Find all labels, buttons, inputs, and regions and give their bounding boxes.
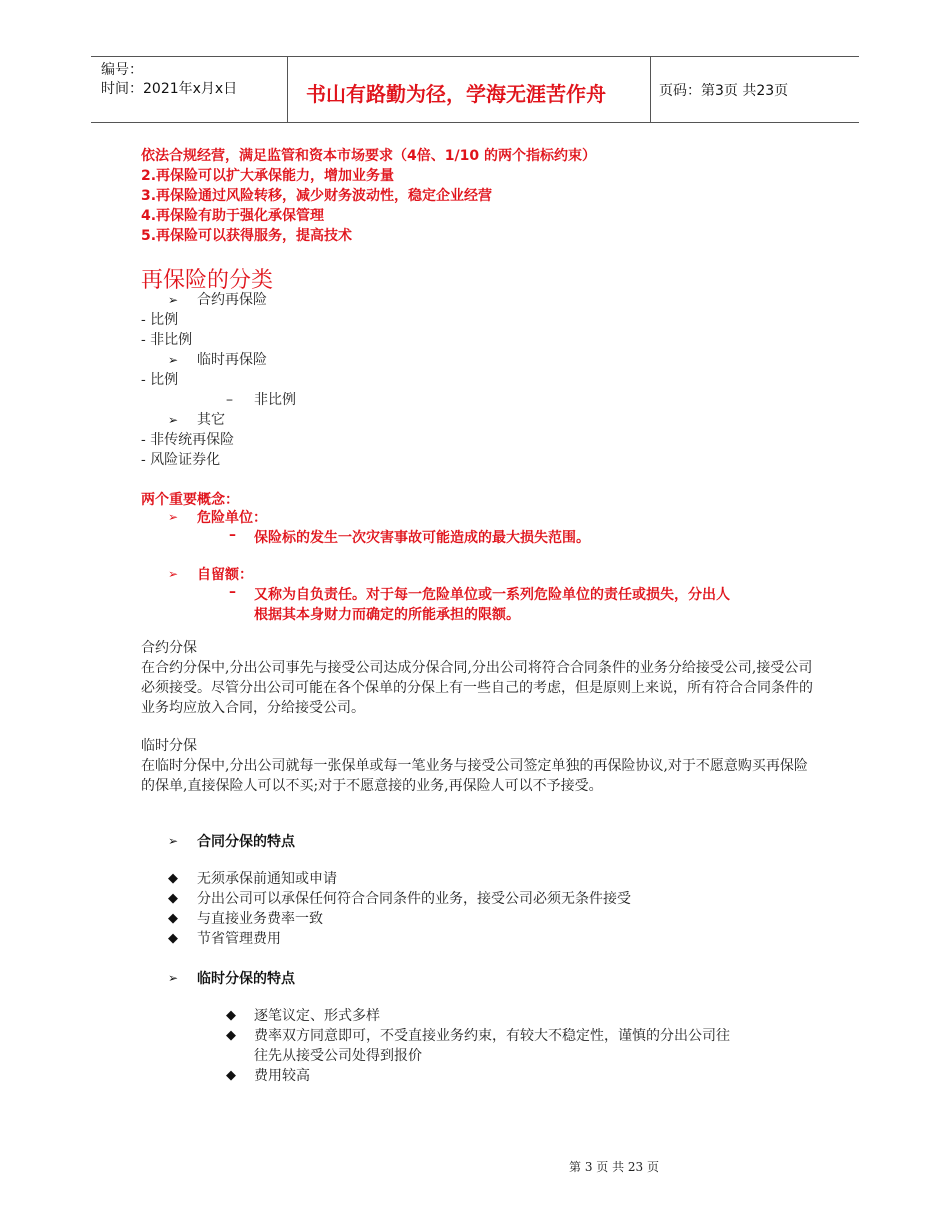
facultative-sub-proportional: - 比例 (141, 372, 179, 388)
other-sub-nontraditional: - 非传统再保险 (141, 432, 235, 448)
document-number-label: 编号： (101, 62, 143, 78)
diamond-bullet-icon: ◆ (226, 1068, 236, 1083)
arrow-icon: ➢ (168, 353, 179, 367)
intro-point-5: 5.再保险可以获得服务，提高技术 (141, 228, 353, 244)
header-bottom-border (91, 122, 859, 123)
treaty-feature-item: 与直接业务费率一致 (197, 911, 323, 927)
intro-point-1: 依法合规经营，满足监管和资本市场要求（4倍、1/10 的两个指标约束） (141, 148, 596, 164)
treaty-sub-nonproportional: - 非比例 (141, 332, 193, 348)
facultative-feature-item: 逐笔议定、形式多样 (254, 1008, 380, 1024)
header-page-label: 页码：第3页 共23页 (659, 83, 789, 99)
treaty-section-body: 在合约分保中,分出公司事先与接受公司达成分保合同,分出公司将符合合同条件的业务分给接受公司,接受公司必须接受。尽管分出公司可能在各个保单的分保上有一些自己的考虑，但是原则上来说，所有符合合同条件的业务均应放入合同，分给接受公司。 (141, 660, 813, 716)
retention-description-line1: 又称为自负责任。对于每一危险单位或一系列危险单位的责任或损失，分出人 (254, 587, 730, 603)
arrow-icon: ➢ (168, 293, 179, 307)
concepts-heading: 两个重要概念： (141, 492, 239, 508)
facultative-feature-item: 费用较高 (254, 1068, 310, 1084)
page-footer: 第 3 页 共 23 页 (569, 1160, 659, 1174)
intro-point-3: 3.再保险通过风险转移，减少财务波动性，稳定企业经营 (141, 188, 493, 204)
treaty-feature-item: 节省管理费用 (197, 931, 281, 947)
facultative-sub-nonproportional: 非比例 (254, 392, 296, 408)
arrow-icon: ➢ (168, 567, 179, 581)
treaty-feature-item: 无须承保前通知或申请 (197, 871, 337, 887)
arrow-icon: ➢ (168, 413, 179, 427)
diamond-bullet-icon: ◆ (226, 1028, 236, 1043)
facultative-feature-item-continued: 往先从接受公司处得到报价 (254, 1048, 422, 1064)
arrow-icon: ➢ (168, 510, 179, 524)
facultative-reinsurance-label: 临时再保险 (197, 352, 267, 368)
retention-description-line2: 根据其本身财力而确定的所能承担的限额。 (254, 607, 520, 623)
dash-marker: – (229, 584, 236, 600)
retention-label: 自留额： (197, 567, 253, 583)
diamond-bullet-icon: ◆ (168, 891, 178, 906)
arrow-icon: ➢ (168, 834, 179, 848)
treaty-feature-item: 分出公司可以承保任何符合合同条件的业务，接受公司必须无条件接受 (197, 891, 631, 907)
dash-marker: – (229, 527, 236, 543)
intro-point-2: 2.再保险可以扩大承保能力，增加业务量 (141, 168, 395, 184)
header-divider-right (650, 56, 651, 122)
diamond-bullet-icon: ◆ (226, 1008, 236, 1023)
facultative-features-heading: 临时分保的特点 (197, 971, 295, 987)
arrow-icon: ➢ (168, 971, 179, 985)
treaty-reinsurance-label: 合约再保险 (197, 292, 267, 308)
header-divider-left (287, 56, 288, 122)
treaty-section-heading: 合约分保 (141, 640, 197, 656)
dash-marker: – (226, 392, 233, 408)
other-sub-securitization: - 风险证券化 (141, 452, 221, 468)
facultative-section-heading: 临时分保 (141, 738, 197, 754)
facultative-feature-item: 费率双方同意即可，不受直接业务约束，有较大不稳定性，谨慎的分出公司往 (254, 1028, 730, 1044)
header-top-border (91, 56, 859, 57)
header-motto: 书山有路勤为径，学海无涯苦作舟 (306, 82, 606, 106)
intro-point-4: 4.再保险有助于强化承保管理 (141, 208, 325, 224)
classification-title: 再保险的分类 (141, 268, 274, 293)
other-label: 其它 (197, 412, 225, 428)
document-time-label: 时间：2021年x月x日 (101, 81, 238, 97)
risk-unit-label: 危险单位： (197, 510, 267, 526)
diamond-bullet-icon: ◆ (168, 931, 178, 946)
risk-unit-description: 保险标的发生一次灾害事故可能造成的最大损失范围。 (254, 530, 590, 546)
diamond-bullet-icon: ◆ (168, 871, 178, 886)
treaty-sub-proportional: - 比例 (141, 312, 179, 328)
diamond-bullet-icon: ◆ (168, 911, 178, 926)
treaty-features-heading: 合同分保的特点 (197, 834, 295, 850)
facultative-section-body: 在临时分保中,分出公司就每一张保单或每一笔业务与接受公司签定单独的再保险协议,对于不愿意购买再保险的保单,直接保险人可以不买;对于不愿意接的业务,再保险人可以不予接受。 (141, 758, 808, 794)
